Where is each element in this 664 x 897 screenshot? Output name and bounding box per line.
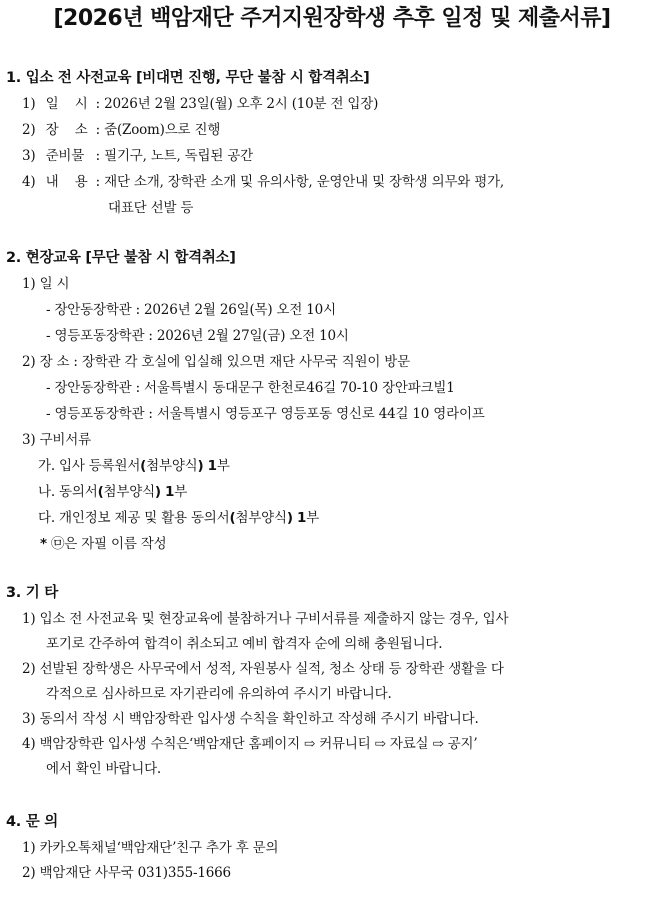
- s1-item-1: 1) 일 시 : 2026년 2월 23일(월) 오후 2시 (10분 전 입장): [22, 96, 379, 112]
- s3-item-4-continued: 에서 확인 바랍니다.: [46, 761, 162, 777]
- s1-item-2: 2) 장 소 : 줌(Zoom)으로 진행: [22, 122, 221, 138]
- s3-item-3: 3) 동의서 작성 시 백암장학관 입사생 수칙을 확인하고 작성해 주시기 바랍니다.: [22, 711, 479, 727]
- s4-item-2: 2) 백암재단 사무국 031)355-1666: [22, 865, 231, 881]
- s1-item-3: 3) 준비물 : 필기구, 노트, 독립된 공간: [22, 148, 253, 164]
- s2-schedule-jangan: - 장안동장학관 : 2026년 2월 26일(목) 오전 10시: [46, 302, 336, 318]
- s2-item-3: 3) 구비서류: [22, 432, 91, 448]
- s2-doc-2: 나. 동의서(첨부양식) 1부: [38, 484, 188, 500]
- s1-item-4-continued: 대표단 선발 등: [108, 200, 194, 216]
- section-2-heading: 2. 현장교육 [무단 불참 시 합격취소]: [6, 250, 236, 266]
- s4-item-1: 1) 카카오톡채널‘백암재단’친구 추가 후 문의: [22, 840, 279, 856]
- s2-doc-1: 가. 입사 등록원서(첨부양식) 1부: [38, 458, 230, 474]
- s3-item-1: 1) 입소 전 사전교육 및 현장교육에 불참하거나 구비서류를 제출하지 않는 경우, 입사: [22, 611, 509, 627]
- s2-address-jangan: - 장안동장학관 : 서울특별시 동대문구 한천로46길 70-10 장안파크빌1: [46, 380, 455, 396]
- s2-schedule-yeongdeungpo: - 영등포동장학관 : 2026년 2월 27일(금) 오전 10시: [46, 328, 349, 344]
- s3-item-2-continued: 각적으로 심사하므로 자기관리에 유의하여 주시기 바랍니다.: [46, 686, 392, 702]
- s2-address-yeongdeungpo: - 영등포동장학관 : 서울특별시 영등포구 영등포동 영신로 44길 10 영라이프: [46, 406, 485, 422]
- s3-item-2: 2) 선발된 장학생은 사무국에서 성적, 자원봉사 실적, 청소 상태 등 장학관 생활을 다: [22, 661, 504, 677]
- s1-item-4: 4) 내 용 : 재단 소개, 장학관 소개 및 유의사항, 운영안내 및 장학생 의무와 평가,: [22, 174, 505, 190]
- section-4-heading: 4. 문 의: [6, 814, 58, 830]
- s2-item-2: 2) 장 소 : 장학관 각 호실에 입실해 있으면 재단 사무국 직원이 방문: [22, 354, 410, 370]
- s2-doc-3: 다. 개인정보 제공 및 활용 동의서(첨부양식) 1부: [38, 510, 319, 526]
- section-3-heading: 3. 기 타: [6, 585, 58, 601]
- section-1-heading: 1. 입소 전 사전교육 [비대면 진행, 무단 불참 시 합격취소]: [6, 70, 370, 86]
- s3-item-1-continued: 포기로 간주하여 합격이 취소되고 예비 합격자 순에 의해 충원됩니다.: [46, 636, 443, 652]
- s2-item-1: 1) 일 시: [22, 276, 70, 292]
- document-title: [2026년 백암재단 주거지원장학생 추후 일정 및 제출서류]: [53, 6, 611, 31]
- s2-signature-note: * ㉤은 자필 이름 작성: [40, 536, 167, 552]
- s3-item-4: 4) 백암장학관 입사생 수칙은‘백암재단 홈페이지 ⇨ 커뮤니티 ⇨ 자료실 ⇨ 공지’: [22, 736, 478, 752]
